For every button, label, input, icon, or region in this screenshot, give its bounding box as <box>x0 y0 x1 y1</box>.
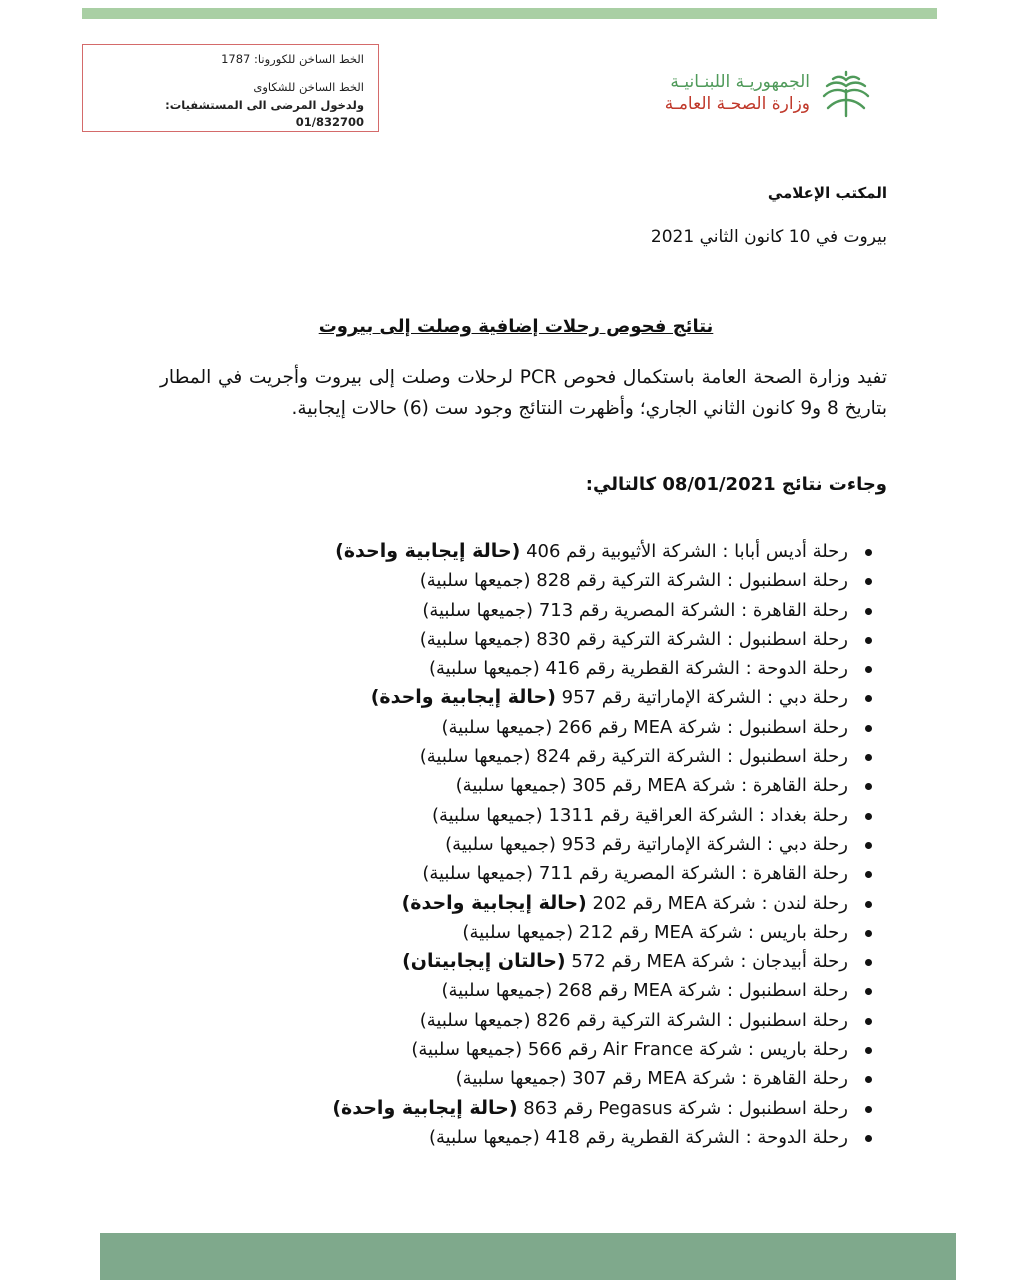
bullet-icon <box>865 1135 872 1142</box>
flight-result: (جميعها سلبية) <box>419 1009 531 1031</box>
flight-result: (جميعها سلبية) <box>419 570 531 592</box>
flight-result-item <box>312 654 872 683</box>
flight-result-item <box>312 859 872 888</box>
flight-result: (حالة إيجابية واحدة) <box>401 891 587 914</box>
flight-result: (جميعها سلبية) <box>428 1126 540 1148</box>
bullet-icon <box>865 578 872 585</box>
flight-result-item <box>312 771 872 800</box>
document-date: بيروت في 10 كانون الثاني 2021 <box>650 227 887 247</box>
ministry-header <box>644 70 874 118</box>
flight-description: رحلة أديس أبابا : الشركة الأثيوبية رقم 406 <box>520 541 848 562</box>
flight-description: رحلة بغداد : الشركة العراقية رقم 1311 <box>542 804 848 826</box>
bullet-icon <box>865 549 872 556</box>
ministry-name: وزارة الصحـة العامـة <box>664 94 810 114</box>
flight-description: رحلة الدوحة : الشركة القطرية رقم 418 <box>539 1126 848 1148</box>
bullet-icon <box>865 1076 872 1083</box>
bullet-icon <box>865 637 872 644</box>
bullet-icon <box>865 695 872 702</box>
bullet-icon <box>865 901 872 908</box>
flight-result: (جميعها سلبية) <box>455 775 567 797</box>
hospitals-hotline: ولدخول المرضى الى المستشفيات: 01/832700 <box>165 97 364 130</box>
flight-result: (جميعها سلبية) <box>441 716 553 738</box>
flight-result-item <box>312 596 872 625</box>
flight-description: رحلة اسطنبول : الشركة التركية رقم 828 <box>530 570 848 592</box>
flight-result: (حالة إيجابية واحدة) <box>335 540 521 562</box>
bottom-decorative-bar <box>100 1233 956 1280</box>
flight-result: (جميعها سلبية) <box>419 746 531 768</box>
bullet-icon <box>865 1018 872 1025</box>
flight-result-item <box>312 830 872 859</box>
flight-result-item <box>312 1064 872 1093</box>
flight-result: (جميعها سلبية) <box>462 921 574 943</box>
flight-result-item <box>312 947 872 976</box>
flight-result-item <box>312 918 872 947</box>
document-title: نتائج فحوص رحلات إضافية وصلت إلى بيروت <box>318 316 714 337</box>
flight-description: رحلة القاهرة : الشركة المصرية رقم 713 <box>533 599 848 621</box>
flight-description: رحلة اسطنبول : شركة MEA رقم 268 <box>552 980 848 1002</box>
bullet-icon <box>865 813 872 820</box>
flight-result: (حالتان إيجابيتان) <box>402 950 566 973</box>
flight-description: رحلة القاهرة : شركة MEA رقم 305 <box>566 775 848 797</box>
flight-result-item <box>312 625 872 654</box>
flight-result: (جميعها سلبية) <box>455 1068 567 1090</box>
flight-result-item <box>312 566 872 595</box>
bullet-icon <box>865 754 872 761</box>
flight-result-item <box>312 1035 872 1064</box>
flight-description: رحلة اسطنبول : الشركة التركية رقم 824 <box>530 746 848 768</box>
corona-hotline: الخط الساخن للكورونا: 1787 <box>221 52 364 66</box>
flight-result-item <box>312 713 872 742</box>
flight-result-item <box>312 1094 872 1123</box>
bullet-icon <box>865 608 872 615</box>
flight-result-item <box>312 889 872 918</box>
flight-description: رحلة دبي : الشركة الإماراتية رقم 957 <box>555 687 848 709</box>
flight-result: (جميعها سلبية) <box>428 658 540 680</box>
flight-result: (جميعها سلبية) <box>441 980 553 1002</box>
media-office-label: المكتب الإعلامي <box>767 184 887 202</box>
flight-description: رحلة دبي : الشركة الإماراتية رقم 953 <box>555 833 848 855</box>
flight-result: (حالة إيجابية واحدة) <box>332 1096 518 1119</box>
flight-description: رحلة أبيدجان : شركة MEA رقم 572 <box>565 951 848 973</box>
top-decorative-bar <box>82 8 937 19</box>
flight-result: (جميعها سلبية) <box>422 863 534 885</box>
flight-description: رحلة القاهرة : الشركة المصرية رقم 711 <box>533 863 848 885</box>
flight-result: (جميعها سلبية) <box>419 628 531 650</box>
flight-result-item <box>312 742 872 771</box>
bullet-icon <box>865 1047 872 1054</box>
complaints-hotline: الخط الساخن للشكاوى <box>253 79 364 94</box>
flight-result: (جميعها سلبية) <box>431 804 543 826</box>
flight-description: رحلة باريس : شركة MEA رقم 212 <box>573 921 848 943</box>
flight-result-item <box>312 1006 872 1035</box>
flight-description: رحلة اسطنبول : الشركة التركية رقم 826 <box>530 1009 848 1031</box>
flight-description: رحلة باريس : شركة Air France رقم 566 <box>522 1039 848 1061</box>
flight-result: (جميعها سلبية) <box>422 599 534 621</box>
bullet-icon <box>865 842 872 849</box>
flight-description: رحلة لندن : شركة MEA رقم 202 <box>586 892 848 914</box>
flight-result-item <box>312 683 872 712</box>
bullet-icon <box>865 930 872 937</box>
bullet-icon <box>865 783 872 790</box>
flight-result-item <box>312 976 872 1005</box>
bullet-icon <box>865 988 872 995</box>
flight-result-item <box>312 801 872 830</box>
bullet-icon <box>865 725 872 732</box>
flight-description: رحلة اسطنبول : شركة Pegasus رقم 863 <box>517 1097 848 1119</box>
republic-name: الجمهوريـة اللبنـانيـة <box>670 72 810 92</box>
intro-paragraph: تفيد وزارة الصحة العامة باستكمال فحوص PCR لرحلات وصلت إلى بيروت وأجريت في المطار بتاريخ 8 و9 كانون الثاني الجاري؛ وأظهرت النتائج وجود ست (6) حالات إيجابية. <box>160 367 887 419</box>
flight-result: (جميعها سلبية) <box>445 833 556 855</box>
flight-description: رحلة الدوحة : الشركة القطرية رقم 416 <box>539 658 848 680</box>
flight-result-item <box>312 1123 872 1152</box>
bullet-icon <box>865 959 872 966</box>
bullet-icon <box>865 871 872 878</box>
flight-results-list <box>312 537 872 1152</box>
flight-description: رحلة القاهرة : شركة MEA رقم 307 <box>566 1068 848 1090</box>
flight-result: (جميعها سلبية) <box>411 1039 523 1061</box>
bullet-icon <box>865 666 872 673</box>
flight-result-item <box>312 537 872 566</box>
hotline-box <box>82 44 379 132</box>
cedar-tree-logo-icon <box>818 70 874 118</box>
flight-description: رحلة اسطنبول : شركة MEA رقم 266 <box>552 716 848 738</box>
bullet-icon <box>865 1106 872 1113</box>
flight-result: (حالة إيجابية واحدة) <box>370 686 556 709</box>
results-heading: وجاءت نتائج 08/01/2021 كالتالي: <box>585 474 887 495</box>
flight-description: رحلة اسطنبول : الشركة التركية رقم 830 <box>530 628 848 650</box>
